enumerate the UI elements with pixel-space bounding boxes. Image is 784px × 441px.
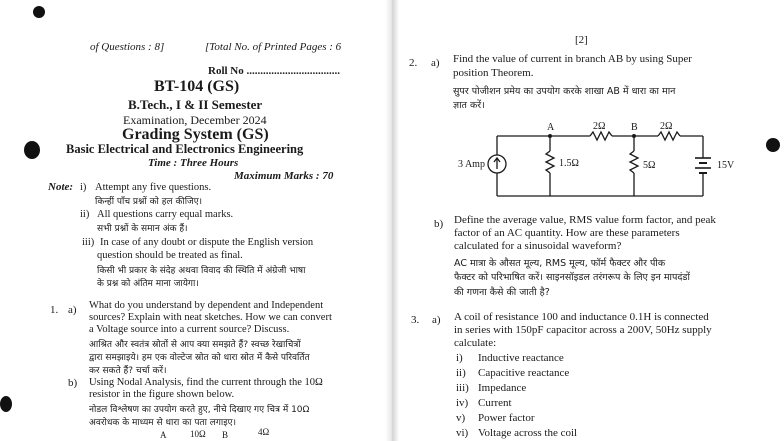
q3-item-5-text: Power factor xyxy=(478,412,535,424)
node-a-dot xyxy=(548,134,552,138)
note-label: Note: xyxy=(48,181,74,193)
note-2-num: ii) xyxy=(80,209,90,220)
label-r-mid: 5Ω xyxy=(643,160,656,171)
grading-system: Grading System (GS) xyxy=(122,126,269,143)
q3a-en-3: calculate: xyxy=(454,337,497,349)
q3-item-2-num: ii) xyxy=(456,367,466,379)
q2a-label: a) xyxy=(431,57,440,69)
q3-item-1-text: Inductive reactance xyxy=(478,352,564,364)
q1a-en-1: What do you understand by dependent and Independent xyxy=(89,300,324,311)
q1b-hi-2: अवरोधक के माध्यम से धारा का पता लगाइए। xyxy=(89,418,237,428)
note-1-en: Attempt any five questions. xyxy=(95,182,212,193)
label-source-i: 3 Amp xyxy=(458,159,485,170)
paper-code: BT-104 (GS) xyxy=(154,78,240,95)
q2b-hi-2: फैक्टर को परिभाषित करें। साइनसॉइडल तरंगरूप के लिए इन मापदंडों xyxy=(454,272,690,283)
note-2-en: All questions carry equal marks. xyxy=(97,209,234,220)
note-1-hi: किन्हीं पाँच प्रश्नों को हल कीजिए। xyxy=(95,197,203,207)
note-3-hi-2: के प्रश्न को अंतिम माना जायेगा। xyxy=(97,279,199,289)
note-3-en-2: question should be treated as final. xyxy=(97,250,243,261)
q1a-hi-1: आश्रित और स्वतंत्र स्रोतों से आप क्या समझते हैं? स्वच्छ रेखाचित्रों xyxy=(89,340,301,350)
q1b-hi-1: नोडल विश्लेषण का उपयोग करते हुए, नीचे दिखाए गए चित्र में 10Ω xyxy=(89,405,310,415)
q1b-fig-r2: 4Ω xyxy=(258,427,270,437)
resistor-ab xyxy=(590,132,612,140)
q1-number: 1. xyxy=(50,304,59,316)
node-b-dot xyxy=(632,134,636,138)
q3-item-3-num: iii) xyxy=(456,382,469,394)
punch-hole-left xyxy=(24,141,40,159)
header-printed-pages: [Total No. of Printed Pages : 6 xyxy=(205,41,342,53)
punch-hole-right xyxy=(766,138,780,152)
q3-item-4-text: Current xyxy=(478,397,512,409)
q1b-en-1: Using Nodal Analysis, find the current through the 10Ω xyxy=(89,377,323,388)
q3-item-6-text: Voltage across the coil xyxy=(478,427,578,439)
q3-item-2-text: Capacitive reactance xyxy=(478,367,570,379)
q3-item-6-num: vi) xyxy=(456,427,469,439)
q2a-hi-2: ज्ञात करें। xyxy=(453,100,485,111)
punch-hole-top xyxy=(33,6,45,18)
header-questions: of Questions : 8] xyxy=(90,41,165,53)
exam-session: Examination, December 2024 xyxy=(123,113,267,127)
q3-item-5-num: v) xyxy=(456,412,466,424)
q1a-en-3: a Voltage source into a current source? Discuss. xyxy=(89,324,290,335)
label-node-a: A xyxy=(547,122,555,133)
q2a-en-1: Find the value of current in branch AB by using Super xyxy=(453,53,692,65)
label-node-b: B xyxy=(631,122,638,133)
q1b-fig-r1: 10Ω xyxy=(190,429,206,439)
roll-no-text: Roll No .................................. xyxy=(208,65,340,77)
resistor-right xyxy=(658,132,680,140)
page-fold xyxy=(385,0,399,441)
q2a-circuit-diagram xyxy=(455,118,755,208)
q3-item-3-text: Impedance xyxy=(478,382,527,394)
q2-number: 2. xyxy=(409,57,418,69)
q1b-fig-node-b: B xyxy=(222,430,229,440)
q2b-en-2: factor of an AC quantity. How are these parameters xyxy=(454,227,680,239)
note-3-num: iii) xyxy=(82,237,95,248)
q3a-en-2: in series with 150pF capacitor across a 200V, 50Hz supply xyxy=(454,324,712,336)
q1a-hi-2: द्वारा समझाइये। हम एक वोल्टेज स्रोत को धारा स्रोत में कैसे परिवर्तित xyxy=(89,353,310,363)
roll-no xyxy=(208,65,340,77)
punch-hole-left-low xyxy=(0,396,12,412)
q2b-hi-3: की गणना कैसे की जाती है? xyxy=(454,287,550,298)
q2b-en-1: Define the average value, RMS value form factor, and peak xyxy=(454,214,716,226)
resistor-mid xyxy=(630,151,638,173)
q2b-en-3: calculated for a sinusoidal waveform? xyxy=(454,240,622,252)
q3a-en-1: A coil of resistance 100 and inductance 0.1H is connected xyxy=(454,311,709,323)
q3a-label: a) xyxy=(432,314,441,326)
label-source-v: 15V xyxy=(717,160,735,171)
q1a-hi-3: कर सकते हैं? चर्चा करें। xyxy=(89,366,167,376)
q3-item-4-num: iv) xyxy=(456,397,469,409)
q2b-label: b) xyxy=(434,218,444,230)
q2a-hi-1: सुपर पोजीशन प्रमेय का उपयोग करके शाखा AB में धारा का मान xyxy=(453,86,676,97)
q1a-en-2: sources? Explain with neat sketches. How we can convert xyxy=(89,312,332,323)
q2a-en-2: position Theorem. xyxy=(453,67,534,79)
course: B.Tech., I & II Semester xyxy=(128,97,263,112)
label-r-left: 1.5Ω xyxy=(559,158,579,169)
q3-item-1-num: i) xyxy=(456,352,463,364)
q1a-label: a) xyxy=(68,304,77,316)
subject-title: Basic Electrical and Electronics Engineering xyxy=(66,142,304,156)
note-2-hi: सभी प्रश्नों के समान अंक हैं। xyxy=(97,224,188,234)
time: Time : Three Hours xyxy=(148,157,239,169)
q3-number: 3. xyxy=(411,314,420,326)
q1b-fig-node-a: A xyxy=(160,430,167,440)
page-number: [2] xyxy=(575,34,588,46)
q1b-en-2: resistor in the figure shown below. xyxy=(89,389,235,400)
label-r-ab: 2Ω xyxy=(593,121,606,132)
q2b-hi-1: AC मात्रा के औसत मूल्य, RMS मूल्य, फॉर्म फैक्टर और पीक xyxy=(454,258,666,269)
q1b-label: b) xyxy=(68,377,78,389)
resistor-left xyxy=(546,151,554,173)
note-3-en-1: In case of any doubt or dispute the English version xyxy=(100,237,314,248)
label-r-right: 2Ω xyxy=(660,121,673,132)
note-3-hi-1: किसी भी प्रकार के संदेह अथवा विवाद की स्थिति में अंग्रेजी भाषा xyxy=(97,266,306,276)
max-marks: Maximum Marks : 70 xyxy=(234,170,334,182)
note-1-num: i) xyxy=(80,182,87,193)
